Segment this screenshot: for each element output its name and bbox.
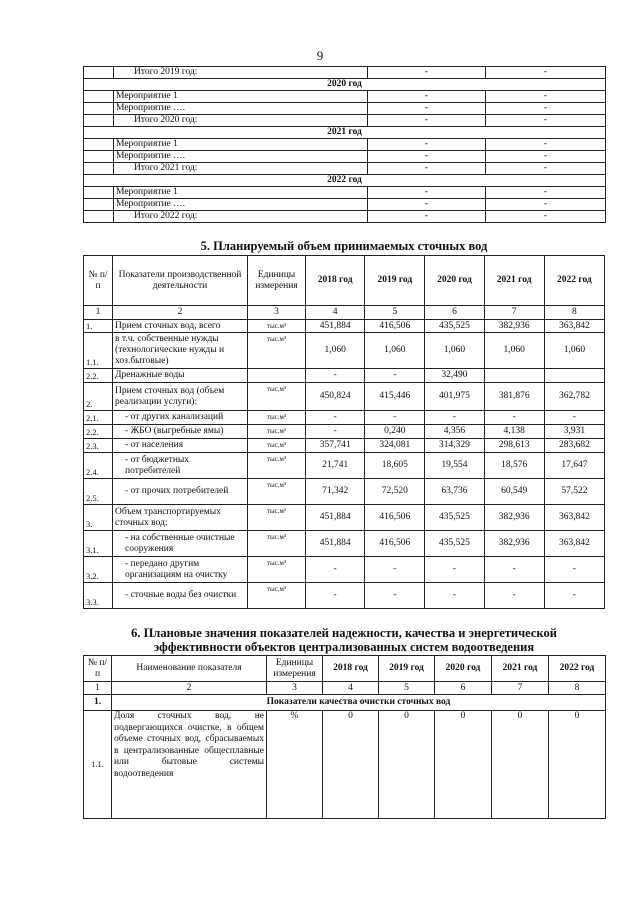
- column-number: 5: [379, 682, 435, 695]
- row-value: 415,446: [365, 383, 425, 411]
- row-label: Итого 2019 год:: [114, 67, 368, 79]
- row-value: -: [486, 139, 606, 151]
- row-value: -: [425, 557, 484, 583]
- table-row: [84, 103, 606, 115]
- row-value: 4,356: [425, 425, 484, 439]
- row-value: -: [365, 557, 425, 583]
- table-row: [84, 187, 606, 199]
- row-no: [84, 151, 114, 163]
- row-unit: %: [267, 711, 323, 819]
- row-unit: тыс.м³: [247, 320, 305, 333]
- row-no: 2.3.: [84, 439, 113, 453]
- row-no: [84, 187, 114, 199]
- row-value: 298,613: [484, 439, 544, 453]
- row-label: Итого 2020 год:: [114, 115, 368, 127]
- row-value: 451,884: [306, 505, 365, 531]
- row-name: Дренажные воды: [113, 369, 248, 383]
- row-label: Мероприятие 1: [114, 139, 368, 151]
- row-value: -: [368, 139, 486, 151]
- row-value: -: [365, 583, 425, 609]
- row-value: -: [368, 187, 486, 199]
- row-value: 3,931: [544, 425, 604, 439]
- row-value: 416,506: [365, 320, 425, 333]
- row-value: -: [544, 411, 604, 425]
- column-number: 8: [544, 306, 604, 320]
- column-number: 1: [84, 306, 113, 320]
- row-unit: [247, 369, 305, 383]
- row-name: Объем транспортируемых сточных вод:: [113, 505, 248, 531]
- row-value: 63,736: [425, 479, 484, 505]
- header-2022: 2022 год: [549, 656, 606, 682]
- row-value: -: [544, 557, 604, 583]
- row-value: -: [486, 211, 606, 223]
- row-unit: тыс.м³: [247, 583, 305, 609]
- row-no: 3.2.: [84, 557, 113, 583]
- row-value: -: [486, 67, 606, 79]
- year-row: [84, 127, 606, 139]
- row-value: 21,741: [306, 453, 365, 479]
- row-value: -: [306, 425, 365, 439]
- group-row: [84, 695, 606, 711]
- table-row: [84, 383, 605, 411]
- row-no: 2.4.: [84, 453, 113, 479]
- table-row: [84, 439, 605, 453]
- table-header-row: [84, 256, 605, 306]
- header-2020: 2020 год: [435, 656, 492, 682]
- column-number: 7: [492, 682, 549, 695]
- row-label: Мероприятие ….: [114, 151, 368, 163]
- row-label: Мероприятие 1: [114, 91, 368, 103]
- table-row: [84, 453, 605, 479]
- row-value: 401,975: [425, 383, 484, 411]
- table-row: [84, 531, 605, 557]
- header-unit: Единицы измерения: [267, 656, 323, 682]
- section5-title: 5. Планируемый объем принимаемых сточных вод: [200, 239, 488, 253]
- row-value: -: [368, 151, 486, 163]
- row-value: 19,554: [425, 453, 484, 479]
- row-value: 1,060: [306, 333, 365, 369]
- row-no: 3.3.: [84, 583, 113, 609]
- table-row: [84, 711, 606, 819]
- row-unit: тыс.м³: [247, 479, 305, 505]
- row-no: 2.2.: [84, 425, 113, 439]
- column-number: 4: [323, 682, 379, 695]
- row-name: - ЖБО (выгребные ямы): [113, 425, 248, 439]
- group-no: 1.: [84, 695, 112, 711]
- row-value: -: [484, 411, 544, 425]
- table-row: [84, 479, 605, 505]
- table-row: [84, 151, 606, 163]
- row-value-2018: 0: [323, 711, 379, 819]
- row-name: - от населения: [113, 439, 248, 453]
- row-value: 4,138: [484, 425, 544, 439]
- row-no: [84, 163, 114, 175]
- column-number: 6: [435, 682, 492, 695]
- row-no: 2.: [84, 383, 113, 411]
- row-value: 382,936: [484, 320, 544, 333]
- row-no: [84, 67, 114, 79]
- row-no: [84, 211, 114, 223]
- row-value: 363,842: [544, 531, 604, 557]
- table-row: [84, 163, 606, 175]
- activities-table: [83, 66, 606, 223]
- row-value: 435,525: [425, 531, 484, 557]
- row-value: 382,936: [484, 505, 544, 531]
- row-value: 324,081: [365, 439, 425, 453]
- row-label: Мероприятие ….: [114, 103, 368, 115]
- row-value-2020: 0: [435, 711, 492, 819]
- section6-title-line1: 6. Плановые значения показателей надежности, качества и энергетической: [131, 626, 557, 640]
- table-row: [84, 67, 606, 79]
- row-unit: тыс.м³: [247, 425, 305, 439]
- row-value-2019: 0: [379, 711, 435, 819]
- header-2021: 2021 год: [484, 256, 544, 306]
- row-value: 0,240: [365, 425, 425, 439]
- column-number-row: [84, 682, 606, 695]
- row-value: -: [365, 369, 425, 383]
- year-label: 2021 год: [84, 127, 606, 139]
- row-unit: тыс.м³: [247, 531, 305, 557]
- row-value: 363,842: [544, 505, 604, 531]
- row-no: [84, 139, 114, 151]
- row-value: -: [368, 67, 486, 79]
- table-header-row: [84, 656, 606, 682]
- row-no: 2.1.: [84, 411, 113, 425]
- row-value: -: [486, 199, 606, 211]
- row-value: -: [306, 583, 365, 609]
- row-value: -: [486, 163, 606, 175]
- row-no: [84, 199, 114, 211]
- row-value: 71,342: [306, 479, 365, 505]
- row-name: - сточные воды без очистки: [113, 583, 248, 609]
- row-value: -: [486, 187, 606, 199]
- row-value: [484, 369, 544, 383]
- row-value: 18,605: [365, 453, 425, 479]
- row-value: -: [306, 557, 365, 583]
- column-number: 3: [267, 682, 323, 695]
- row-name: - на собственные очистные сооружения: [113, 531, 248, 557]
- row-value: 435,525: [425, 505, 484, 531]
- row-value: 357,741: [306, 439, 365, 453]
- table-row: [84, 115, 606, 127]
- quality-indicators-table: [83, 655, 606, 819]
- row-unit: тыс.м³: [247, 383, 305, 411]
- wastewater-volume-table: [83, 255, 605, 609]
- row-value: -: [484, 557, 544, 583]
- row-label: Мероприятие 1: [114, 187, 368, 199]
- column-number: 2: [113, 306, 248, 320]
- table-row: [84, 425, 605, 439]
- row-value: -: [365, 411, 425, 425]
- column-number: 3: [247, 306, 305, 320]
- header-2019: 2019 год: [365, 256, 425, 306]
- row-value: -: [368, 211, 486, 223]
- row-value: -: [484, 583, 544, 609]
- row-value: 381,876: [484, 383, 544, 411]
- column-number: 5: [365, 306, 425, 320]
- row-value: 435,525: [425, 320, 484, 333]
- row-name: Доля сточных вод, не подвергающихся очистке, в общем объеме сточных вод, сбрасываемых в централизованные общесплавные или бытовые системы водоотведения: [112, 711, 267, 819]
- table-row: [84, 583, 605, 609]
- row-value: -: [425, 411, 484, 425]
- row-value: 416,506: [365, 531, 425, 557]
- header-2018: 2018 год: [306, 256, 365, 306]
- row-value: -: [486, 103, 606, 115]
- table-row: [84, 505, 605, 531]
- row-no: 3.: [84, 505, 113, 531]
- table-row: [84, 411, 605, 425]
- column-number: 1: [84, 682, 112, 695]
- row-name: Прием сточных вод, всего: [113, 320, 248, 333]
- row-name: - передано другим организациям на очистку: [113, 557, 248, 583]
- header-2020: 2020 год: [425, 256, 484, 306]
- row-value: 450,824: [306, 383, 365, 411]
- row-value: 283,682: [544, 439, 604, 453]
- row-name: - от бюджетных потребителей: [113, 453, 248, 479]
- year-row: [84, 79, 606, 91]
- row-value: 314,329: [425, 439, 484, 453]
- row-no: [84, 103, 114, 115]
- row-value: -: [306, 411, 365, 425]
- row-value-2022: 0: [549, 711, 606, 819]
- column-number: 7: [484, 306, 544, 320]
- row-value: 363,842: [544, 320, 604, 333]
- row-value-2021: 0: [492, 711, 549, 819]
- row-value: [544, 369, 604, 383]
- row-unit: тыс.м³: [247, 557, 305, 583]
- header-indicator: Наименование показателя: [112, 656, 267, 682]
- row-value: 451,884: [306, 531, 365, 557]
- row-value: -: [486, 151, 606, 163]
- table-row: [84, 333, 605, 369]
- column-number: 8: [549, 682, 606, 695]
- row-value: -: [368, 115, 486, 127]
- header-no: № п/п: [84, 256, 113, 306]
- row-value: 451,884: [306, 320, 365, 333]
- year-row: [84, 175, 606, 187]
- row-value: -: [544, 583, 604, 609]
- column-number: 2: [112, 682, 267, 695]
- header-unit: Единицы измерения: [247, 256, 305, 306]
- row-value: 32,490: [425, 369, 484, 383]
- row-value: 18,576: [484, 453, 544, 479]
- table-row: [84, 320, 605, 333]
- row-unit: тыс.м³: [247, 505, 305, 531]
- row-value: -: [368, 103, 486, 115]
- row-value: -: [486, 91, 606, 103]
- column-number: 4: [306, 306, 365, 320]
- row-no: [84, 91, 114, 103]
- row-value: 382,936: [484, 531, 544, 557]
- row-value: -: [368, 199, 486, 211]
- header-no: № п/п: [84, 656, 112, 682]
- year-label: 2020 год: [84, 79, 606, 91]
- row-value: -: [368, 163, 486, 175]
- table-row: [84, 139, 606, 151]
- table-row: [84, 557, 605, 583]
- row-value: 72,520: [365, 479, 425, 505]
- group-title: Показатели качества очистки сточных вод: [112, 695, 606, 711]
- row-label: Мероприятие ….: [114, 199, 368, 211]
- row-value: -: [425, 583, 484, 609]
- row-value: -: [368, 91, 486, 103]
- row-name: в т.ч. собственные нужды (технологические нужды и хоз.бытовые): [113, 333, 248, 369]
- row-unit: тыс.м³: [247, 411, 305, 425]
- section6-title-line2: эффективности объектов централизованных систем водоотведения: [153, 640, 535, 654]
- column-number: 6: [425, 306, 484, 320]
- row-unit: тыс.м³: [247, 453, 305, 479]
- row-value: -: [306, 369, 365, 383]
- row-no: 1.: [84, 320, 113, 333]
- table-row: [84, 369, 605, 383]
- row-no: [84, 115, 114, 127]
- table-row: [84, 211, 606, 223]
- row-no: 2.2.: [84, 369, 113, 383]
- table-row: [84, 91, 606, 103]
- row-value: 1,060: [365, 333, 425, 369]
- header-2022: 2022 год: [544, 256, 604, 306]
- column-number-row: [84, 306, 605, 320]
- page-number: 9: [316, 48, 324, 63]
- header-2021: 2021 год: [492, 656, 549, 682]
- row-no: 1.1.: [84, 333, 113, 369]
- year-label: 2022 год: [84, 175, 606, 187]
- row-label: Итого 2021 год:: [114, 163, 368, 175]
- row-value: -: [486, 115, 606, 127]
- row-value: 362,782: [544, 383, 604, 411]
- row-value: 1,060: [484, 333, 544, 369]
- table-row: [84, 199, 606, 211]
- row-value: 57,522: [544, 479, 604, 505]
- row-name: Прием сточных вод (объем реализации услуги):: [113, 383, 248, 411]
- row-unit: тыс.м³: [247, 333, 305, 369]
- row-value: 1,060: [425, 333, 484, 369]
- row-value: 17,647: [544, 453, 604, 479]
- row-value: 60,549: [484, 479, 544, 505]
- row-name: - от других канализаций: [113, 411, 248, 425]
- row-value: 416,506: [365, 505, 425, 531]
- section6-title: [83, 626, 605, 654]
- row-label: Итого 2022 год:: [114, 211, 368, 223]
- header-indicator: Показатели производственной деятельности: [113, 256, 248, 306]
- row-no: 3.1.: [84, 531, 113, 557]
- row-no: 1.1.: [84, 711, 112, 819]
- row-unit: тыс.м³: [247, 439, 305, 453]
- header-2018: 2018 год: [323, 656, 379, 682]
- row-no: 2.5.: [84, 479, 113, 505]
- row-value: 1,060: [544, 333, 604, 369]
- header-2019: 2019 год: [379, 656, 435, 682]
- row-name: - от прочих потребителей: [113, 479, 248, 505]
